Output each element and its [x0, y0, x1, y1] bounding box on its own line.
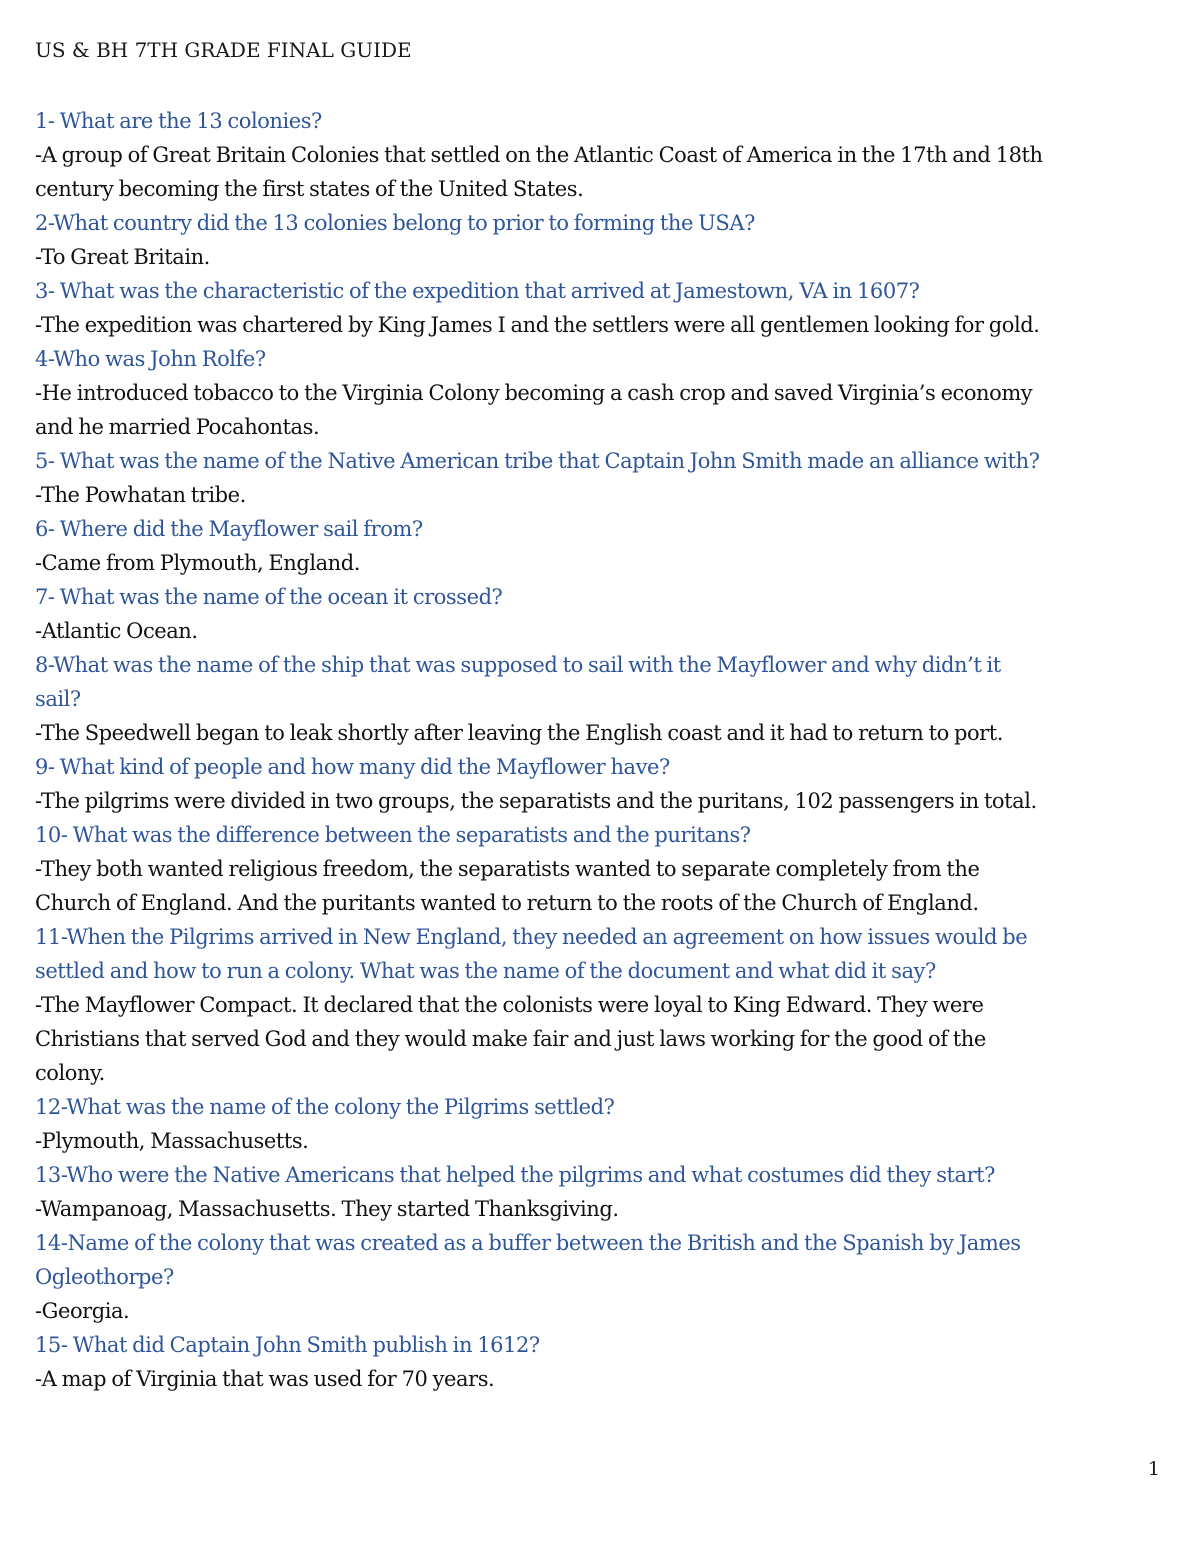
- question-14-line-2: Ogleothorpe?: [35, 1265, 174, 1289]
- answer-10-line-1: -They both wanted religious freedom, the separatists wanted to separate completely from the: [35, 857, 980, 881]
- answer-12-line-1: -Plymouth, Massachusetts.: [35, 1129, 309, 1153]
- question-8-line-1: 8-What was the name of the ship that was supposed to sail with the Mayflower and why didn’t it: [35, 653, 1001, 677]
- question-1-line-1: 1- What are the 13 colonies?: [35, 109, 322, 133]
- question-10-line-1: 10- What was the difference between the separatists and the puritans?: [35, 823, 751, 847]
- question-14-line-1: 14-Name of the colony that was created as a buffer between the British and the Spanish by James: [35, 1231, 1021, 1255]
- question-12-line-1: 12-What was the name of the colony the Pilgrims settled?: [35, 1095, 615, 1119]
- question-11-line-1: 11-When the Pilgrims arrived in New England, they needed an agreement on how issues would be: [35, 925, 1028, 949]
- answer-1-line-2: century becoming the first states of the United States.: [35, 177, 584, 201]
- answer-11-line-3: colony.: [35, 1061, 105, 1085]
- question-5-line-1: 5- What was the name of the Native American tribe that Captain John Smith made an alliance with?: [35, 449, 1040, 473]
- answer-9-line-1: -The pilgrims were divided in two groups, the separatists and the puritans, 102 passengers in total.: [35, 789, 1037, 813]
- document-title: US & BH 7TH GRADE FINAL GUIDE: [35, 38, 412, 62]
- answer-14-line-1: -Georgia.: [35, 1299, 130, 1323]
- question-6-line-1: 6- Where did the Mayflower sail from?: [35, 517, 423, 541]
- answer-4-line-1: -He introduced tobacco to the Virginia Colony becoming a cash crop and saved Virginia’s economy: [35, 381, 1033, 405]
- qa-list: [35, 104, 1165, 1396]
- answer-8-line-1: -The Speedwell began to leak shortly after leaving the English coast and it had to return to port.: [35, 721, 1003, 745]
- question-9-line-1: 9- What kind of people and how many did the Mayflower have?: [35, 755, 670, 779]
- answer-10-line-2: Church of England. And the puritants wanted to return to the roots of the Church of England.: [35, 891, 979, 915]
- answer-7-line-1: -Atlantic Ocean.: [35, 619, 198, 643]
- answer-15-line-1: -A map of Virginia that was used for 70 years.: [35, 1367, 495, 1391]
- question-7-line-1: 7- What was the name of the ocean it crossed?: [35, 585, 503, 609]
- question-4-line-1: 4-Who was John Rolfe?: [35, 347, 266, 371]
- answer-2-line-1: -To Great Britain.: [35, 245, 210, 269]
- page-number: 1: [1147, 1458, 1160, 1480]
- answer-5-line-1: -The Powhatan tribe.: [35, 483, 246, 507]
- question-15-line-1: 15- What did Captain John Smith publish in 1612?: [35, 1333, 540, 1357]
- question-2-line-1: 2-What country did the 13 colonies belong to prior to forming the USA?: [35, 211, 755, 235]
- answer-3-line-1: -The expedition was chartered by King James I and the settlers were all gentlemen looking for gold.: [35, 313, 1040, 337]
- answer-6-line-1: -Came from Plymouth, England.: [35, 551, 360, 575]
- answer-11-line-2: Christians that served God and they would make fair and just laws working for the good of the: [35, 1027, 986, 1051]
- answer-4-line-2: and he married Pocahontas.: [35, 415, 320, 439]
- answer-11-line-1: -The Mayflower Compact. It declared that the colonists were loyal to King Edward. They were: [35, 993, 984, 1017]
- question-8-line-2: sail?: [35, 687, 81, 711]
- question-11-line-2: settled and how to run a colony. What was the name of the document and what did it say?: [35, 959, 936, 983]
- question-13-line-1: 13-Who were the Native Americans that helped the pilgrims and what costumes did they start?: [35, 1163, 995, 1187]
- question-3-line-1: 3- What was the characteristic of the expedition that arrived at Jamestown, VA in 1607?: [35, 279, 920, 303]
- answer-1-line-1: -A group of Great Britain Colonies that settled on the Atlantic Coast of America in the 17th and 18th: [35, 143, 1043, 167]
- answer-13-line-1: -Wampanoag, Massachusetts. They started Thanksgiving.: [35, 1197, 619, 1221]
